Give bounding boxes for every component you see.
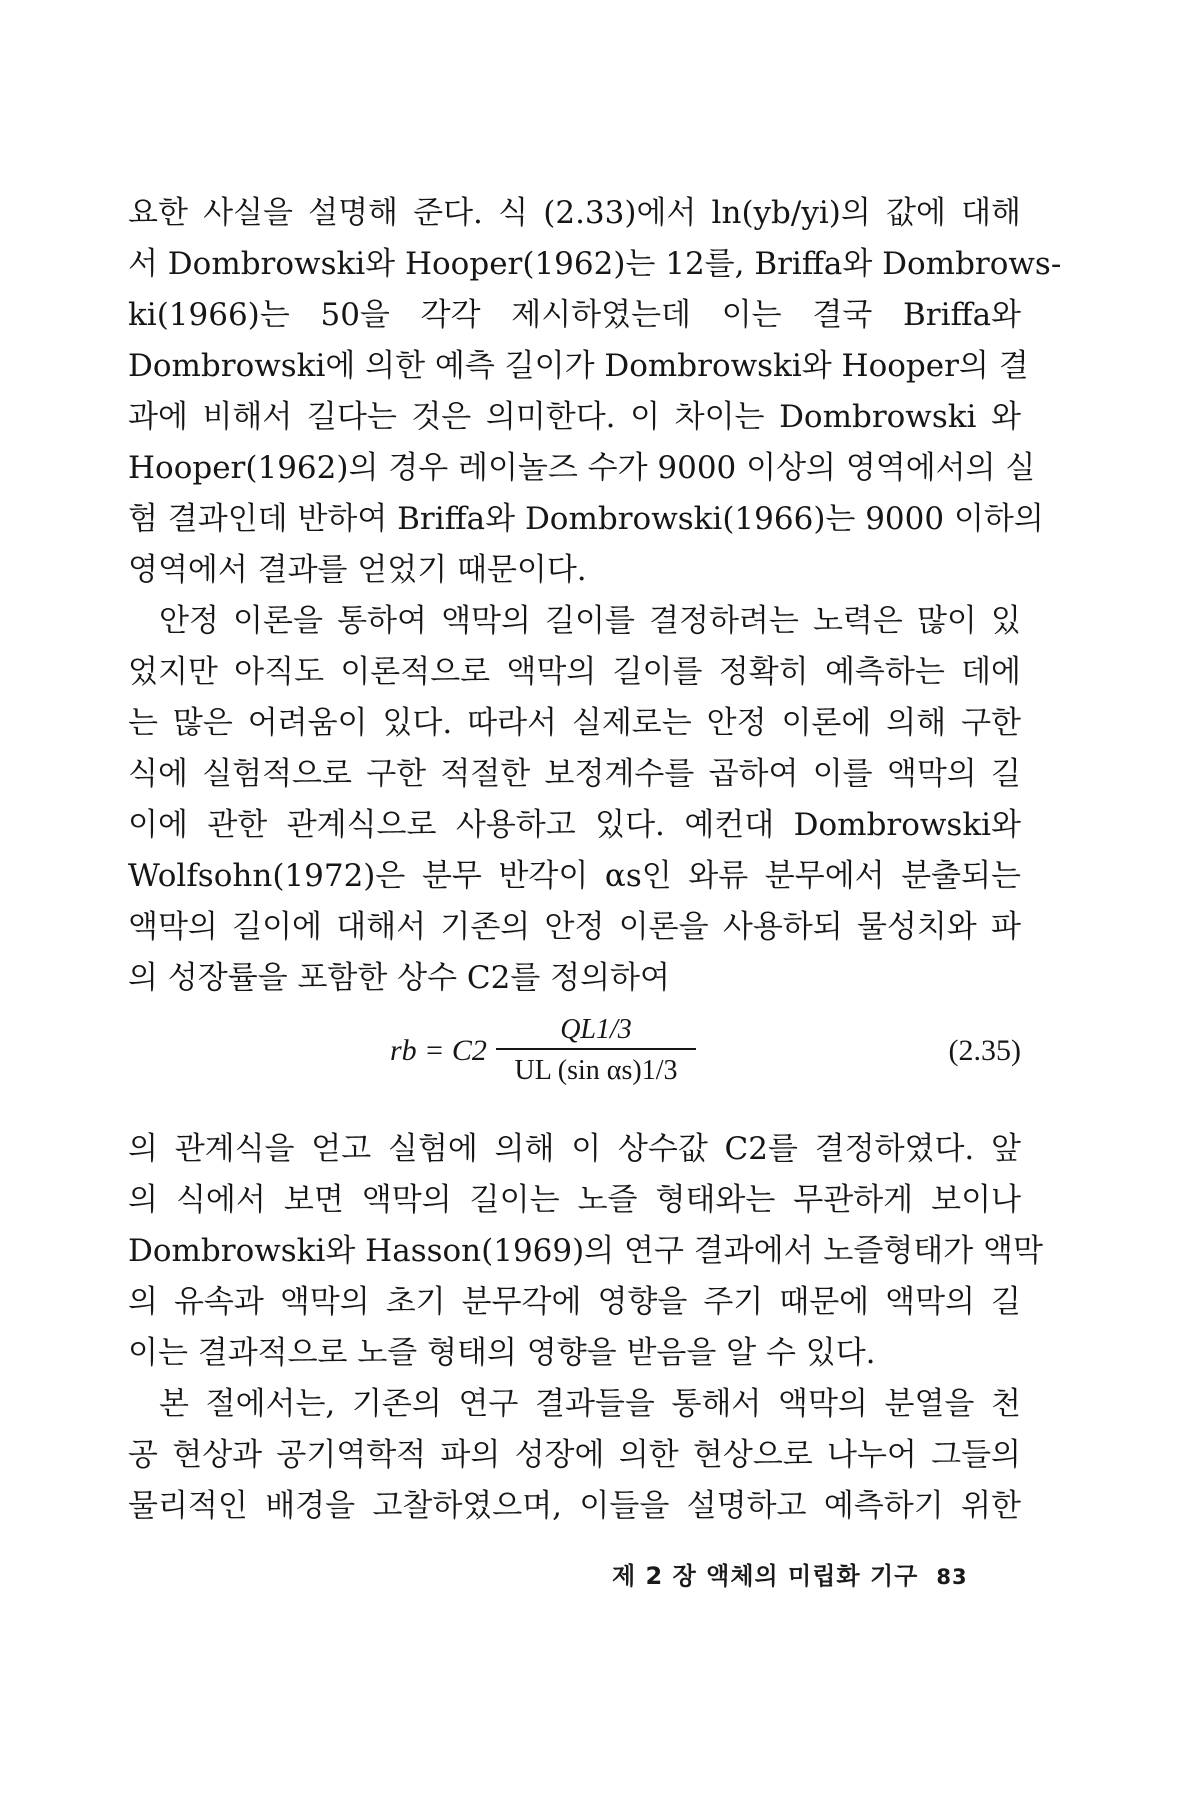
page-footer <box>612 1556 968 1591</box>
text-line: 과에 비해서 길다는 것은 의미한다. 이 차이는 Dombrowski 와 <box>128 399 1021 435</box>
text-line: 었지만 아직도 이론적으로 액막의 길이를 정확히 예측하는 데에 <box>128 654 1021 690</box>
paragraph-2 <box>128 596 1021 1004</box>
text-line: Wolfsohn(1972)은 분무 반각이 αs인 와류 분무에서 분출되는 <box>128 858 1021 894</box>
text-line: 영역에서 결과를 얻었기 때문이다. <box>128 552 587 588</box>
text-line: 험 결과인데 반하여 Briffa와 Dombrowski(1966)는 9000 이하의 <box>128 501 1044 537</box>
text-line: 서 Dombrowski와 Hooper(1962)는 12를, Briffa와 Dombrows- <box>128 246 1062 282</box>
paragraph-4 <box>128 1379 1021 1532</box>
page-body <box>128 188 1062 1532</box>
text-line: 식에 실험적으로 구한 적절한 보정계수를 곱하여 이를 액막의 길 <box>128 756 1021 792</box>
text-line: 본 절에서는, 기존의 연구 결과들을 통해서 액막의 분열을 천 <box>159 1386 1021 1422</box>
text-line: Dombrowski에 의한 예측 길이가 Dombrowski와 Hooper의 결 <box>128 348 1029 384</box>
text-line: Hooper(1962)의 경우 레이놀즈 수가 9000 이상의 영역에서의 실 <box>128 450 1036 486</box>
text-line: 공 현상과 공기역학적 파의 성장에 의한 현상으로 나누어 그들의 <box>128 1437 1021 1473</box>
chapter-title: 제 2 장 액체의 미립화 기구 <box>612 1562 919 1590</box>
text-line: 의 식에서 보면 액막의 길이는 노즐 형태와는 무관하게 보이나 <box>128 1182 1021 1218</box>
text-line: 는 많은 어려움이 있다. 따라서 실제로는 안정 이론에 의해 구한 <box>128 705 1021 741</box>
text-line: ki(1966)는 50을 각각 제시하였는데 이는 결국 Briffa와 <box>128 297 1021 333</box>
paragraph-3 <box>128 1124 1043 1379</box>
text-line: 의 유속과 액막의 초기 분무각에 영향을 주기 때문에 액막의 길 <box>128 1284 1021 1320</box>
equation-2-35 <box>128 1008 1021 1118</box>
equation-lhs: rb = C2 <box>390 1034 487 1067</box>
paragraph-1 <box>128 188 1062 596</box>
text-line: 이는 결과적으로 노즐 형태의 영향을 받음을 알 수 있다. <box>128 1335 876 1371</box>
text-line: 의 성장률을 포함한 상수 C2를 정의하여 <box>128 960 670 996</box>
equation-number: (2.35) <box>948 1034 1021 1067</box>
text-line: 액막의 길이에 대해서 기존의 안정 이론을 사용하되 물성치와 파 <box>128 909 1021 945</box>
text-line: 의 관계식을 얻고 실험에 의해 이 상수값 C2를 결정하였다. 앞 <box>128 1131 1021 1167</box>
equation-numerator: QL1/3 <box>560 1014 632 1045</box>
text-line: 요한 사실을 설명해 준다. 식 (2.33)에서 ln(yb/yi)의 값에 대해 <box>128 195 1021 231</box>
fraction-bar <box>496 1048 696 1050</box>
text-line: 물리적인 배경을 고찰하였으며, 이들을 설명하고 예측하기 위한 <box>128 1488 1021 1524</box>
text-line: 이에 관한 관계식으로 사용하고 있다. 예컨대 Dombrowski와 <box>128 807 1021 843</box>
text-line: Dombrowski와 Hasson(1969)의 연구 결과에서 노즐형태가 액막 <box>128 1233 1043 1269</box>
equation-fraction <box>496 1008 696 1088</box>
text-line: 안정 이론을 통하여 액막의 길이를 결정하려는 노력은 많이 있 <box>159 603 1021 639</box>
page-number: 83 <box>936 1565 968 1589</box>
equation-denominator: UL (sin αs)1/3 <box>514 1055 678 1086</box>
